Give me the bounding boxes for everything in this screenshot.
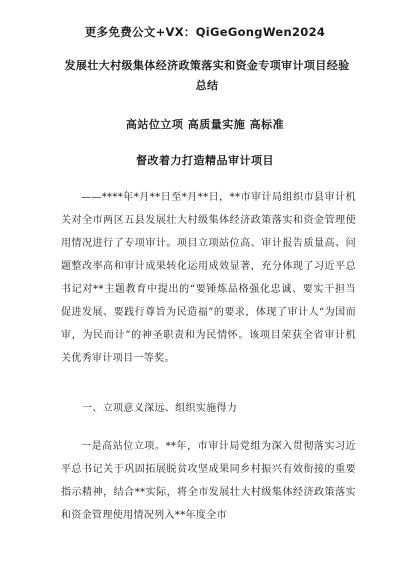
- section-heading-1: 一、立项意义深远、组织实施得力: [82, 403, 238, 414]
- body-paragraph-intro: ——****年*月**日至*月**日，**市审计局组织市县审计机关对全市两区五县发展壮大村级集体经济政策落实和资金管理使用情况进行了专项审计。项目立项站位高、审计报告质量高、问题整改率高和审计成果转化运用成效显著，充分体现了习近平总书记对**主题教育中提出的“要锤炼品格强化忠诚、要实干担当促进发展、要践行尊旨为民造福”的要求，体现了审计人“为国而审，为民而计”的神圣职责和为民情怀。该项目荣获全省审计机关优秀审计项目一等奖。: [61, 192, 356, 364]
- document-subtitle-line-1: 高站位立项 高质量实施 高标准: [125, 118, 285, 131]
- body-paragraph-section-1: 一是高站位立项。**年，市审计局党组为深入贯彻落实习近平总书记关于巩固拓展脱贫攻坚成果同乡村振兴有效衔接的重要指示精神，结合**实际，将全市发展壮大村级集体经济政策落实和资金管理使用情况列入**年度全市: [61, 441, 356, 521]
- document-subtitle-line-2: 督改着力打造精品审计项目: [136, 154, 274, 167]
- document-title: 发展壮大村级集体经济政策落实和资金专项审计项目经验总结: [64, 59, 350, 92]
- promo-header: 更多免费公文+VX：QiGeGongWen2024: [84, 25, 326, 39]
